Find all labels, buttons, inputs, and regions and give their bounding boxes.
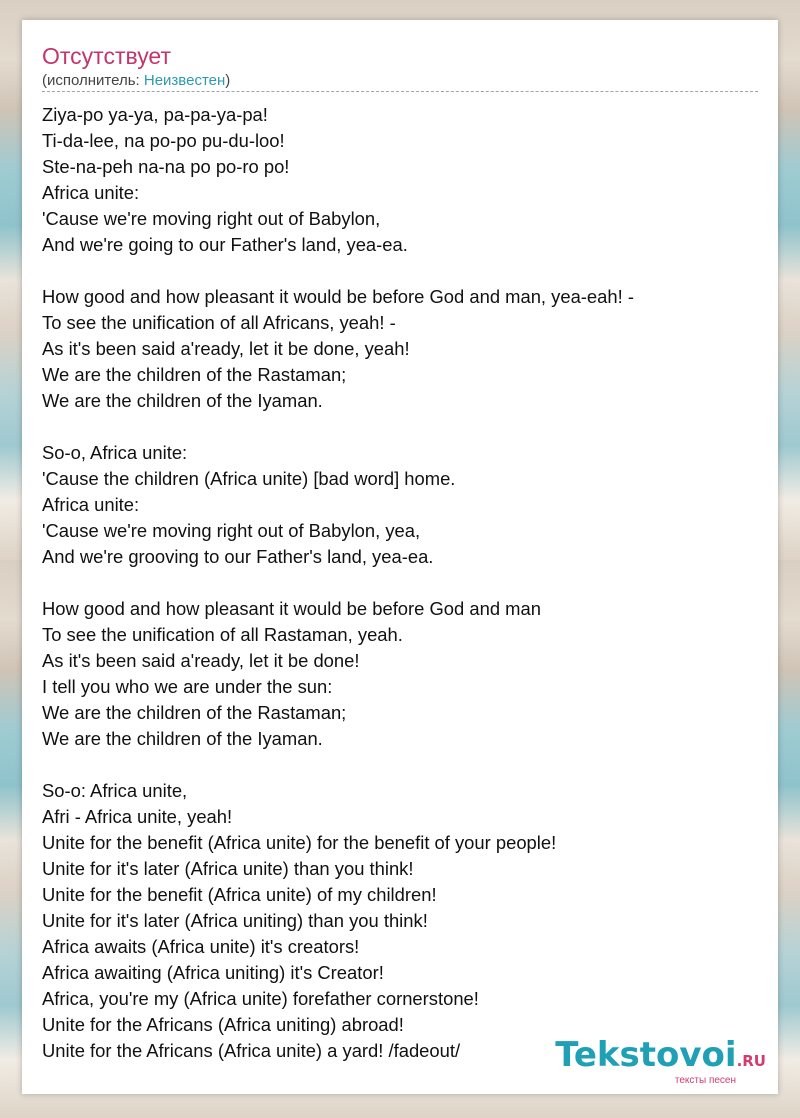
lyric-line: Africa unite: xyxy=(42,182,140,203)
lyrics-stanza xyxy=(42,778,758,1064)
lyric-line: 'Cause we're moving right out of Babylon, xyxy=(42,208,381,229)
artist-prefix: (исполнитель: xyxy=(42,72,144,89)
song-header xyxy=(42,42,758,91)
lyric-line: How good and how pleasant it would be before God and man, yea-eah! - xyxy=(42,286,634,307)
artist-line xyxy=(42,71,758,91)
artist-link[interactable]: Неизвестен xyxy=(143,72,226,89)
logo-name: Tekstovoi xyxy=(555,1035,737,1075)
lyric-line: As it's been said a'ready, let it be done! xyxy=(42,650,360,671)
lyric-line: And we're grooving to our Father's land, yea-ea. xyxy=(42,546,434,567)
lyric-line: We are the children of the Rastaman; xyxy=(42,364,347,385)
lyric-line: Unite for the benefit (Africa unite) for the benefit of your people! xyxy=(42,832,557,853)
logo-wordmark xyxy=(555,1037,766,1079)
logo-tagline: тексты песен xyxy=(674,1075,736,1086)
lyric-line: We are the children of the Iyaman. xyxy=(42,728,323,749)
lyric-line: Afri - Africa unite, yeah! xyxy=(42,806,233,827)
lyrics-stanza xyxy=(42,596,758,752)
lyric-line: How good and how pleasant it would be before God and man xyxy=(42,598,541,619)
lyric-line: 'Cause we're moving right out of Babylon, yea, xyxy=(42,520,421,541)
lyric-line: Unite for the Africans (Africa uniting) abroad! xyxy=(42,1014,404,1035)
lyric-line: To see the unification of all Africans, yeah! - xyxy=(42,312,396,333)
artist-suffix: ) xyxy=(225,72,231,89)
lyrics-stanza xyxy=(42,440,758,570)
lyric-line: And we're going to our Father's land, yea-ea. xyxy=(42,234,408,255)
lyric-line: Africa unite: xyxy=(42,494,140,515)
site-logo[interactable] xyxy=(555,1037,766,1086)
lyric-line: Unite for it's later (Africa uniting) than you think! xyxy=(42,910,428,931)
lyric-line: So-o, Africa unite: xyxy=(42,442,188,463)
lyric-line: Ste-na-peh na-na po po-ro po! xyxy=(42,156,290,177)
lyric-line: Africa, you're my (Africa unite) forefather cornerstone! xyxy=(42,988,479,1009)
header-divider xyxy=(42,91,758,92)
lyrics-body xyxy=(42,102,758,1090)
lyrics-stanza xyxy=(42,102,758,258)
lyric-line: We are the children of the Rastaman; xyxy=(42,702,347,723)
lyric-line: I tell you who we are under the sun: xyxy=(42,676,333,697)
lyric-line: Unite for it's later (Africa unite) than you think! xyxy=(42,858,414,879)
lyric-line: Unite for the Africans (Africa unite) a yard! /fadeout/ xyxy=(42,1040,461,1061)
lyric-line: To see the unification of all Rastaman, yeah. xyxy=(42,624,403,645)
lyrics-sheet xyxy=(22,20,778,1094)
lyric-line: Africa awaits (Africa unite) it's creators! xyxy=(42,936,360,957)
lyric-line: Ti-da-lee, na po-po pu-du-loo! xyxy=(42,130,285,151)
lyric-line: So-o: Africa unite, xyxy=(42,780,188,801)
logo-tld: .RU xyxy=(736,1052,766,1070)
lyrics-stanza xyxy=(42,284,758,414)
lyric-line: Africa awaiting (Africa uniting) it's Creator! xyxy=(42,962,384,983)
lyric-line: Ziya-po ya-ya, pa-pa-ya-pa! xyxy=(42,104,268,125)
song-title: Отсутствует xyxy=(42,43,171,69)
lyric-line: We are the children of the Iyaman. xyxy=(42,390,323,411)
lyric-line: Unite for the benefit (Africa unite) of my children! xyxy=(42,884,437,905)
lyric-line: As it's been said a'ready, let it be done, yeah! xyxy=(42,338,410,359)
lyric-line: 'Cause the children (Africa unite) [bad word] home. xyxy=(42,468,456,489)
